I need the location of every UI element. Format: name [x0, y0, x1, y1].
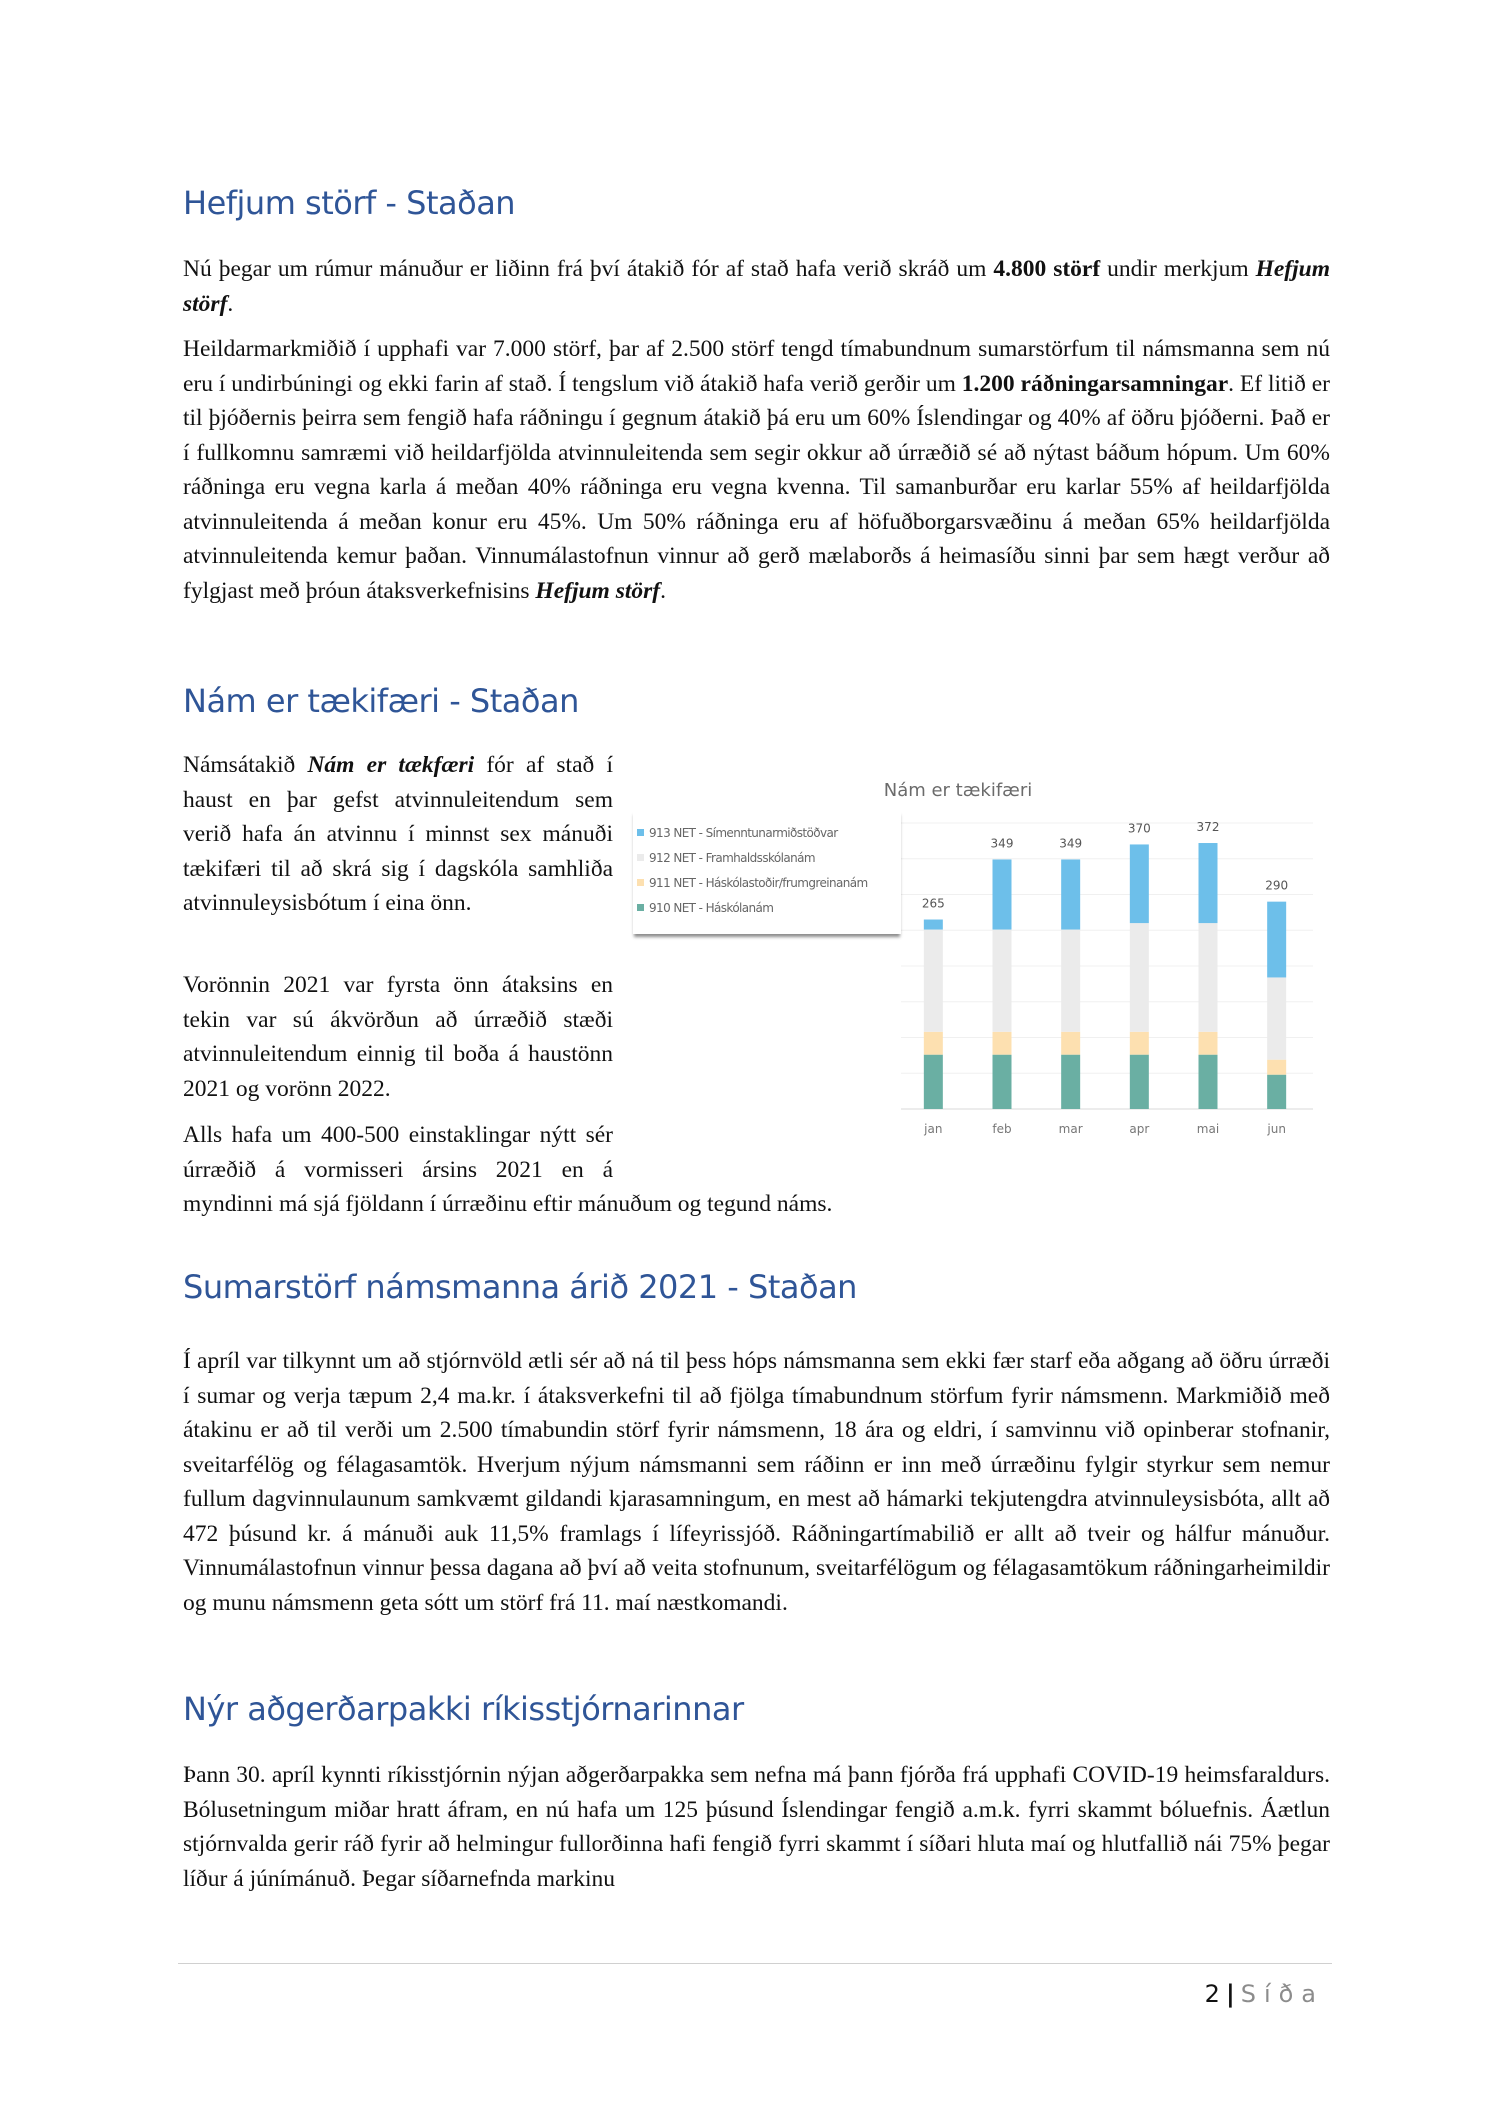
- bar-segment-mar-3: [1061, 859, 1080, 929]
- bar-segment-feb-1: [993, 1032, 1012, 1055]
- paragraph-hefjum-storf-intro: Nú þegar um rúmur mánuður er liðinn frá því átakið fór af stað hafa verið skráð um 4.800 störf undir merkjum Hefjum störf.: [183, 256, 1330, 317]
- bar-segment-jan-3: [924, 920, 943, 930]
- footer-separator: |: [1225, 1980, 1235, 2008]
- data-label-mai: 372: [1196, 820, 1220, 835]
- bar-segment-mai-3: [1199, 843, 1218, 923]
- chart-legend: [633, 810, 901, 934]
- paragraph-nam-semester: Vorönnin 2021 var fyrsta önn átaksins en tekin var sú ákvörðun að úrræðið stæði atvinnuleitendum einnig til boða á haustönn 2021 og vorönn 2022.: [183, 972, 613, 1102]
- x-tick-label-feb: feb: [992, 1122, 1012, 1136]
- nam-er-taekifaeri-chart: [633, 760, 1333, 1160]
- bar-segment-jun-1: [1267, 1060, 1286, 1075]
- bar-segment-apr-2: [1130, 923, 1149, 1032]
- bar-segment-jun-2: [1267, 977, 1286, 1059]
- legend-item-911: 911 NET - Háskólastoðir/frumgreinanám: [637, 876, 868, 890]
- bar-segment-apr-1: [1130, 1032, 1149, 1055]
- paragraph-nam-count: Alls hafa um 400-500 einstaklingar nýtt sér úrræðið á vormisseri ársins 2021 en á myndinni má sjá fjöldann í úrræðinu eftir mánuðum og tegund náms.: [183, 1122, 833, 1217]
- bar-segment-apr-3: [1130, 844, 1149, 923]
- campaign-name: Hefjum störf: [183, 256, 1330, 317]
- bar-segment-mai-2: [1199, 923, 1218, 1032]
- footer-divider: [178, 1963, 1332, 1964]
- bar-segment-feb-3: [993, 859, 1012, 929]
- program-name: Nám er tækfæri: [307, 752, 475, 778]
- highlight-contracts-count: 1.200 ráðningarsamningar: [961, 370, 1229, 397]
- x-tick-label-mai: mai: [1196, 1122, 1220, 1136]
- section-heading-adgerdarpakki: Nýr aðgerðarpakki ríkisstjórnarinnar: [183, 1690, 744, 1728]
- bar-segment-jan-2: [924, 930, 943, 1032]
- chart-title: Nám er tækifæri: [883, 780, 1033, 801]
- bar-segment-mar-0: [1061, 1055, 1080, 1109]
- bar-segment-mai-1: [1199, 1032, 1218, 1055]
- bar-segment-apr-0: [1130, 1055, 1149, 1109]
- bar-segment-jan-1: [924, 1032, 943, 1055]
- legend-swatch-911: [637, 879, 644, 886]
- legend-item-913: 913 NET - Símenntunarmiðstöðvar: [637, 826, 838, 840]
- bar-segment-feb-0: [993, 1055, 1012, 1109]
- section-heading-nam-er-taekifaeri: Nám er tækifæri - Staðan: [183, 682, 579, 720]
- x-tick-label-apr: apr: [1129, 1122, 1150, 1136]
- paragraph-hefjum-storf-details: Heildarmarkmiðið í upphafi var 7.000 störf, þar af 2.500 störf tengd tímabundnum sumarstörfum til námsmanna sem nú eru í undirbúningi og ekki farin af stað. Í tengslum við átakið hafa verið gerðir um 1.200 ráðningarsamningar. Ef litið er til þjóðernis þeirra sem fengið hafa ráðningu í gegnum átakið þá eru um 60% Íslendingar og 40% af öðru þjóðerni. Það er í fullkomnu samræmi við heildarfjölda atvinnuleitenda sem segir okkur að úrræðið sé að nýtast báðum hópum. Um 60% ráðninga eru vegna karla á meðan 40% ráðninga eru vegna kvenna. Til samanburðar eru karlar 55% af heildarfjölda atvinnuleitenda á meðan konur eru 45%. Um 50% ráðninga eru af höfuðborgarsvæðinu á meðan 65% heildarfjölda atvinnuleitenda kemur þaðan. Vinnumálastofnun vinnur að gerð mælaborðs á heimasíðu sinni þar sem hægt verður að fylgjast með þróun átaksverkefnisins Hefjum störf.: [183, 336, 1330, 604]
- bar-segment-mai-0: [1199, 1055, 1218, 1109]
- data-label-jan: 265: [921, 896, 945, 911]
- bar-segment-jun-0: [1267, 1075, 1286, 1109]
- bar-segment-mar-2: [1061, 930, 1080, 1032]
- legend-swatch-913: [637, 829, 644, 836]
- page-number: 2: [1204, 1980, 1220, 2008]
- x-tick-label-mar: mar: [1058, 1122, 1083, 1136]
- data-label-mar: 349: [1059, 836, 1083, 851]
- legend-swatch-910: [637, 904, 644, 911]
- paragraph-sumarstorf: Í apríl var tilkynnt um að stjórnvöld ætli sér að ná til þess hóps námsmanna sem ekki fær starf eða aðgang að öðru úrræði í sumar og verja tæpum 2,4 ma.kr. í átaksverkefni til að fjölga tímabundnum störfum fyrir námsmenn. Markmiðið með átakinu er að til verði um 2.500 tímabundin störf fyrir námsmenn, 18 ára og eldri, í samvinnu við opinberar stofnanir, sveitarfélög og félagasamtök. Hverjum nýjum námsmanni sem ráðinn er inn með úrræðinu fylgir styrkur sem nemur fullum dagvinnulaunum samkvæmt gildandi kjarasamningum, en mest að hámarki tekjutengdra atvinnuleysisbóta, allt að 472 þúsund kr. á mánuði auk 11,5% framlags í lífeyrissjóð. Ráðningartímabilið er allt að tveir og hálfur mánuður. Vinnumálastofnun vinnur þessa dagana að því að veita stofnunum, sveitarfélögum og félagasamtökum ráðningarheimildir og munu námsmenn geta sótt um störf frá 11. maí næstkomandi.: [183, 1348, 1330, 1616]
- x-tick-label-jan: jan: [924, 1122, 943, 1136]
- paragraph-nam-intro: Námsátakið Nám er tækfæri fór af stað í haust en þar gefst atvinnuleitendum sem verið hafa án atvinnu í minnst sex mánuði tækifæri til að skrá sig í dagskóla samhliða atvinnuleysisbótum í eina önn.: [183, 752, 614, 916]
- page-footer: [1205, 1980, 1324, 2008]
- legend-swatch-912: [637, 854, 644, 861]
- paragraph-adgerdarpakki: Þann 30. apríl kynnti ríkisstjórnin nýjan aðgerðarpakka sem nefna má þann fjórða frá upphafi COVID-19 heimsfaraldurs. Bólusetningum miðar hratt áfram, en nú hafa um 125 þúsund Íslendingar fengið a.m.k. fyrri skammt bóluefnis. Áætlun stjórnvalda gerir ráð fyrir að helmingur fullorðinna hafi fengið fyrri skammt í síðari hluta maí og hlutfallið nái 75% þegar líður á júnímánuð. Þegar síðarnefnda markinu: [183, 1762, 1330, 1892]
- bar-segment-jan-0: [924, 1055, 943, 1109]
- x-tick-label-jun: jun: [1267, 1122, 1286, 1136]
- data-label-jun: 290: [1265, 878, 1289, 893]
- section-heading-sumarstorf: Sumarstörf námsmanna árið 2021 - Staðan: [183, 1268, 857, 1306]
- highlight-jobs-count: 4.800 störf: [993, 256, 1101, 282]
- legend-item-912: 912 NET - Framhaldsskólanám: [637, 851, 815, 865]
- data-label-feb: 349: [990, 836, 1014, 851]
- bar-segment-mar-1: [1061, 1032, 1080, 1055]
- legend-item-910: 910 NET - Háskólanám: [637, 901, 773, 915]
- data-label-apr: 370: [1127, 821, 1151, 836]
- bar-segment-feb-2: [993, 930, 1012, 1032]
- bar-segment-jun-3: [1267, 902, 1286, 978]
- campaign-name: Hefjum störf: [535, 577, 661, 604]
- section-heading-hefjum-storf: Hefjum störf - Staðan: [183, 184, 516, 222]
- page-label: Síða: [1240, 1980, 1324, 2008]
